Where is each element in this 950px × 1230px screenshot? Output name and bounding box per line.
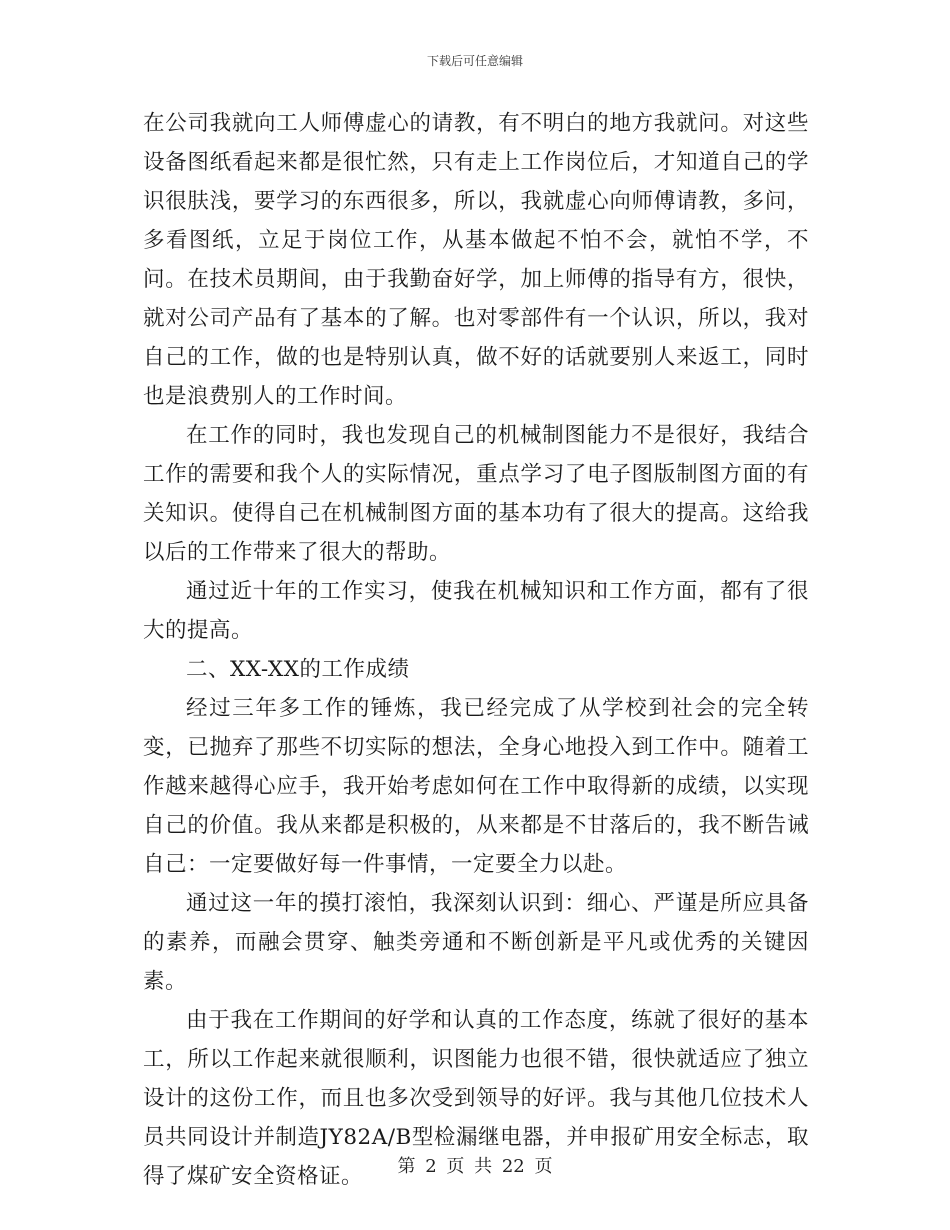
paragraph-2: 在工作的同时，我也发现自己的机械制图能力不是很好，我结合工作的需要和我个人的实际情况，重点学习了电子图版制图方面的有关知识。使得自己在机械制图方面的基本功有了很大的提高。这给我以后的工作带来了很大的帮助。 — [143, 423, 809, 565]
paragraph-6: 由于我在工作期间的好学和认真的工作态度，练就了很好的基本工，所以工作起来就很顺利，识图能力也很不错，很快就适应了独立设计的这份工作，而且也多次受到领导的好评。我与其他几位技术人员共同设计并制造JY82A/B型检漏继电器，并申报矿用安全标志，取得了煤矿安全资格证。 — [143, 1008, 809, 1189]
paragraph-3: 通过近十年的工作实习，使我在机械知识和工作方面，都有了很大的提高。 — [143, 579, 809, 643]
paragraph-5: 通过这一年的摸打滚怕，我深刻认识到：细心、严谨是所应具备的素养，而融会贯穿、触类旁通和不断创新是平凡或优秀的关键因素。 — [143, 891, 809, 994]
page-header: 下载后可任意编辑 — [426, 54, 523, 68]
paragraph-4: 经过三年多工作的锤炼，我已经完成了从学校到社会的完全转变，已抛弃了那些不切实际的想法，全身心地投入到工作中。随着工作越来越得心应手，我开始考虑如何在工作中取得新的成绩，以实现自己的价值。我从来都是积极的，从来都是不甘落后的，我不断告诫自己：一定要做好每一件事情，一定要全力以赴。 — [143, 696, 809, 877]
page-number: 第 2 页 共 22 页 — [397, 1156, 553, 1177]
document-body — [143, 104, 809, 1196]
section-heading: 二、XX-XX的工作成绩 — [186, 657, 410, 682]
paragraph-1: 在公司我就向工人师傅虚心的请教，有不明白的地方我就问。对这些设备图纸看起来都是很忙然，只有走上工作岗位后，才知道自己的学识很肤浅，要学习的东西很多，所以，我就虚心向师傅请教，多问，多看图纸，立足于岗位工作，从基本做起不怕不会，就怕不学，不问。在技术员期间，由于我勤奋好学，加上师傅的指导有方，很快，就对公司产品有了基本的了解。也对零部件有一个认识，所以，我对自己的工作，做的也是特别认真，做不好的话就要别人来返工，同时也是浪费别人的工作时间。 — [143, 111, 809, 409]
